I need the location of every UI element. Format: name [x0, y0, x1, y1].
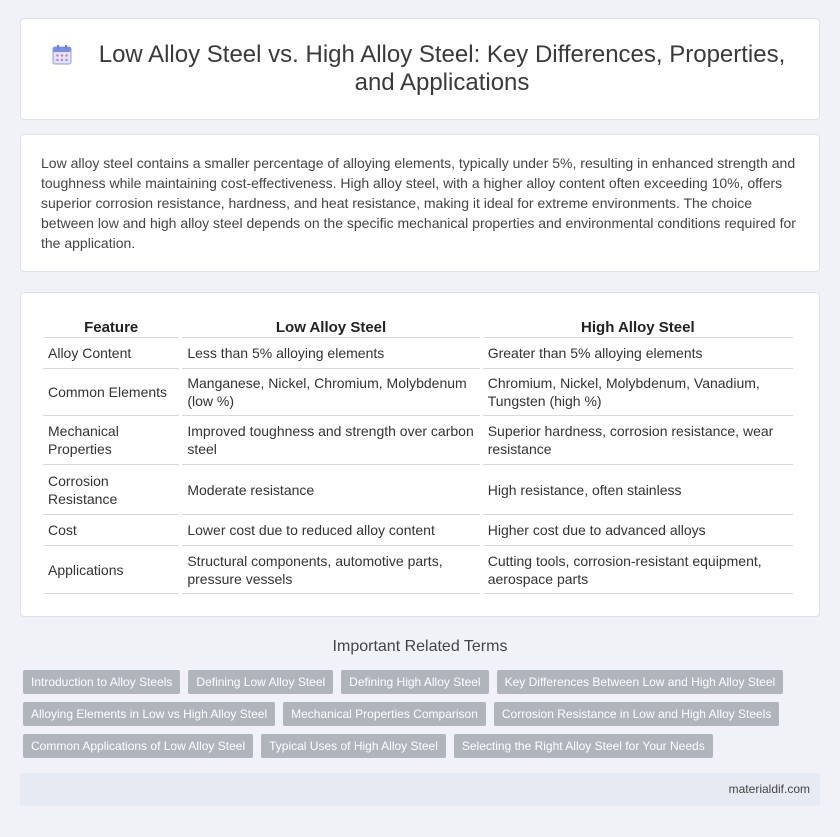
low-alloy-cell: Moderate resistance [182, 465, 479, 515]
table-header-row [43, 311, 793, 338]
comparison-table [40, 311, 796, 594]
low-alloy-cell: Structural components, automotive parts, pressure vessels [182, 546, 479, 594]
title-card [20, 18, 820, 120]
table-row [43, 416, 793, 465]
intro-card [20, 134, 820, 272]
feature-cell: Corrosion Resistance [43, 465, 179, 515]
feature-cell: Cost [43, 515, 179, 546]
related-term-tag[interactable]: Introduction to Alloy Steels [23, 670, 180, 694]
low-alloy-cell: Less than 5% alloying elements [182, 338, 479, 369]
related-terms-list [23, 670, 823, 758]
related-term-tag[interactable]: Mechanical Properties Comparison [283, 702, 486, 726]
feature-cell: Alloy Content [43, 338, 179, 369]
related-term-tag[interactable]: Defining High Alloy Steel [341, 670, 488, 694]
calendar-icon [51, 44, 73, 66]
table-row [43, 515, 793, 546]
feature-cell: Mechanical Properties [43, 416, 179, 465]
table-row [43, 338, 793, 369]
related-terms-title: Important Related Terms [332, 638, 508, 655]
header-feature: Feature [43, 311, 179, 338]
related-term-tag[interactable]: Selecting the Right Alloy Steel for Your Needs [454, 734, 713, 758]
feature-cell: Applications [43, 546, 179, 594]
high-alloy-cell: Greater than 5% alloying elements [483, 338, 793, 369]
related-term-tag[interactable]: Alloying Elements in Low vs High Alloy Steel [23, 702, 275, 726]
header-low-alloy: Low Alloy Steel [182, 311, 479, 338]
comparison-table-card [20, 292, 820, 617]
high-alloy-cell: Superior hardness, corrosion resistance, wear resistance [483, 416, 793, 465]
low-alloy-cell: Lower cost due to reduced alloy content [182, 515, 479, 546]
header-high-alloy: High Alloy Steel [483, 311, 793, 338]
high-alloy-cell: Higher cost due to advanced alloys [483, 515, 793, 546]
related-term-tag[interactable]: Defining Low Alloy Steel [188, 670, 333, 694]
footer [20, 773, 820, 806]
related-term-tag[interactable]: Corrosion Resistance in Low and High Alloy Steels [494, 702, 779, 726]
related-term-tag[interactable]: Key Differences Between Low and High Alloy Steel [497, 670, 784, 694]
related-term-tag[interactable]: Common Applications of Low Alloy Steel [23, 734, 253, 758]
intro-paragraph: Low alloy steel contains a smaller percentage of alloying elements, typically under 5%, resulting in enhanced strength and toughness while maintaining cost-effectiveness. High alloy steel, with a higher alloy content often exceeding 10%, offers superior corrosion resistance, hardness, and heat resistance, making it ideal for extreme environments. The choice between low and high alloy steel depends on the specific mechanical properties and environmental conditions required for the application. [41, 155, 796, 251]
high-alloy-cell: High resistance, often stainless [483, 465, 793, 515]
table-row [43, 465, 793, 515]
feature-cell: Common Elements [43, 369, 179, 416]
low-alloy-cell: Manganese, Nickel, Chromium, Molybdenum (low %) [182, 369, 479, 416]
table-row [43, 546, 793, 594]
high-alloy-cell: Cutting tools, corrosion-resistant equipment, aerospace parts [483, 546, 793, 594]
high-alloy-cell: Chromium, Nickel, Molybdenum, Vanadium, Tungsten (high %) [483, 369, 793, 416]
low-alloy-cell: Improved toughness and strength over carbon steel [182, 416, 479, 465]
related-term-tag[interactable]: Typical Uses of High Alloy Steel [261, 734, 446, 758]
page-title: Low Alloy Steel vs. High Alloy Steel: Key Differences, Properties, and Applications [98, 41, 786, 96]
footer-site-name[interactable]: materialdif.com [728, 782, 810, 796]
table-row [43, 369, 793, 416]
